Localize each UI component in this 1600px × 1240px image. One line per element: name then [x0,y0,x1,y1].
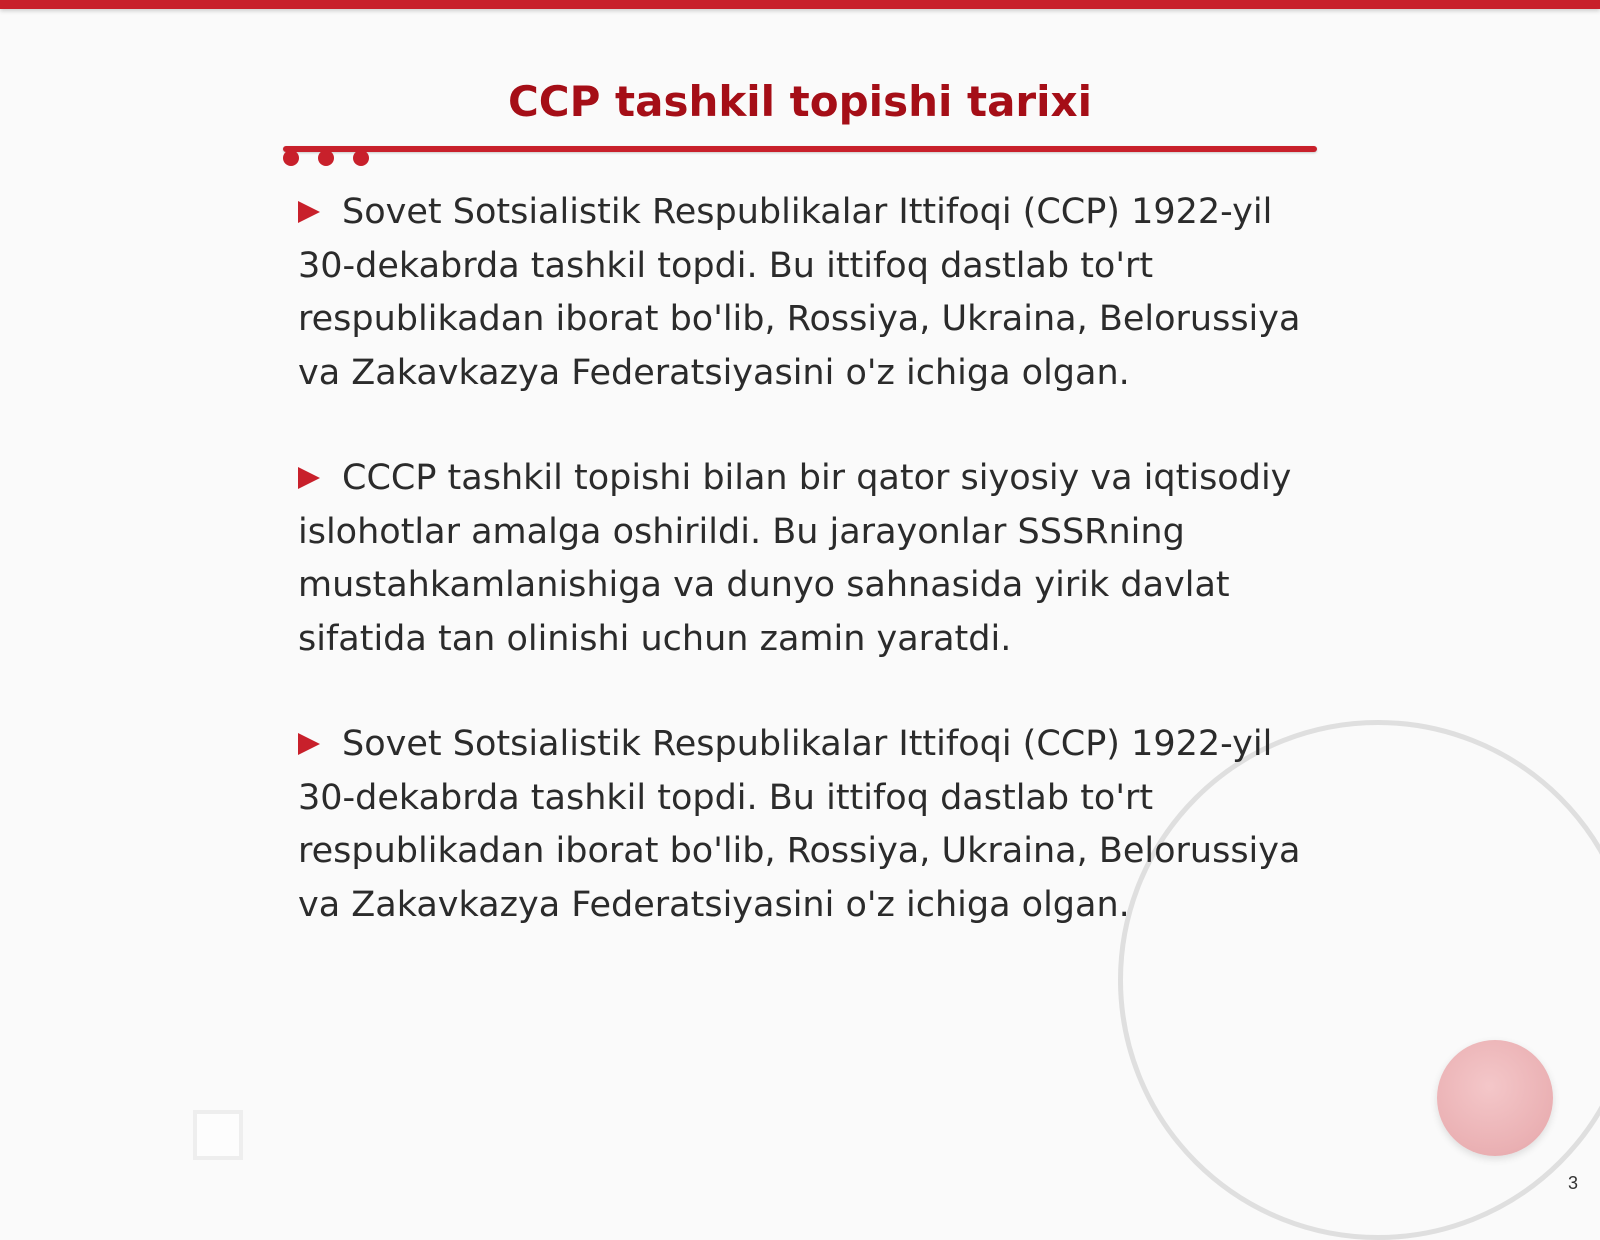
title-underline [283,146,1317,152]
decorative-circle [1437,1040,1553,1156]
underline-dot-2 [318,150,334,166]
bullet-item [298,452,1308,666]
decorative-square [193,1110,243,1160]
bullet-text: Sovet Sotsialistik Respublikalar Ittifoqi (CCP) 1922-yil 30-dekabrda tashkil topdi. Bu ittifoq dastlab to'rt respublikadan iborat bo'lib, Rossiya, Ukraina, Belorussiya va Zakavkazya Federatsiyasini o'z ichiga olgan. [298,724,1301,925]
slide-title: CCP tashkil topishi tarixi [507,77,1093,126]
bullet-text: Sovet Sotsialistik Respublikalar Ittifoqi (CCP) 1922-yil 30-dekabrda tashkil topdi. Bu ittifoq dastlab to'rt respublikadan iborat bo'lib, Rossiya, Ukraina, Belorussiya va Zakavkazya Federatsiyasini o'z ichiga olgan. [298,192,1301,393]
bullet-list [298,186,1308,984]
underline-dot-3 [353,150,369,166]
triangle-right-icon [298,467,320,489]
bullet-text: CCCP tashkil topishi bilan bir qator siyosiy va iqtisodiy islohotlar amalga oshirildi. Bu jarayonlar SSSRning mustahkamlanishiga va dunyo sahnasida yirik davlat sifatida tan olinishi uchun zamin yaratdi. [298,458,1292,659]
underline-dot-1 [283,150,299,166]
top-accent-bar [0,0,1600,9]
triangle-right-icon [298,201,320,223]
triangle-right-icon [298,733,320,755]
page-number: 3 [1567,1173,1578,1193]
bullet-item [298,186,1308,400]
bullet-item [298,718,1308,932]
